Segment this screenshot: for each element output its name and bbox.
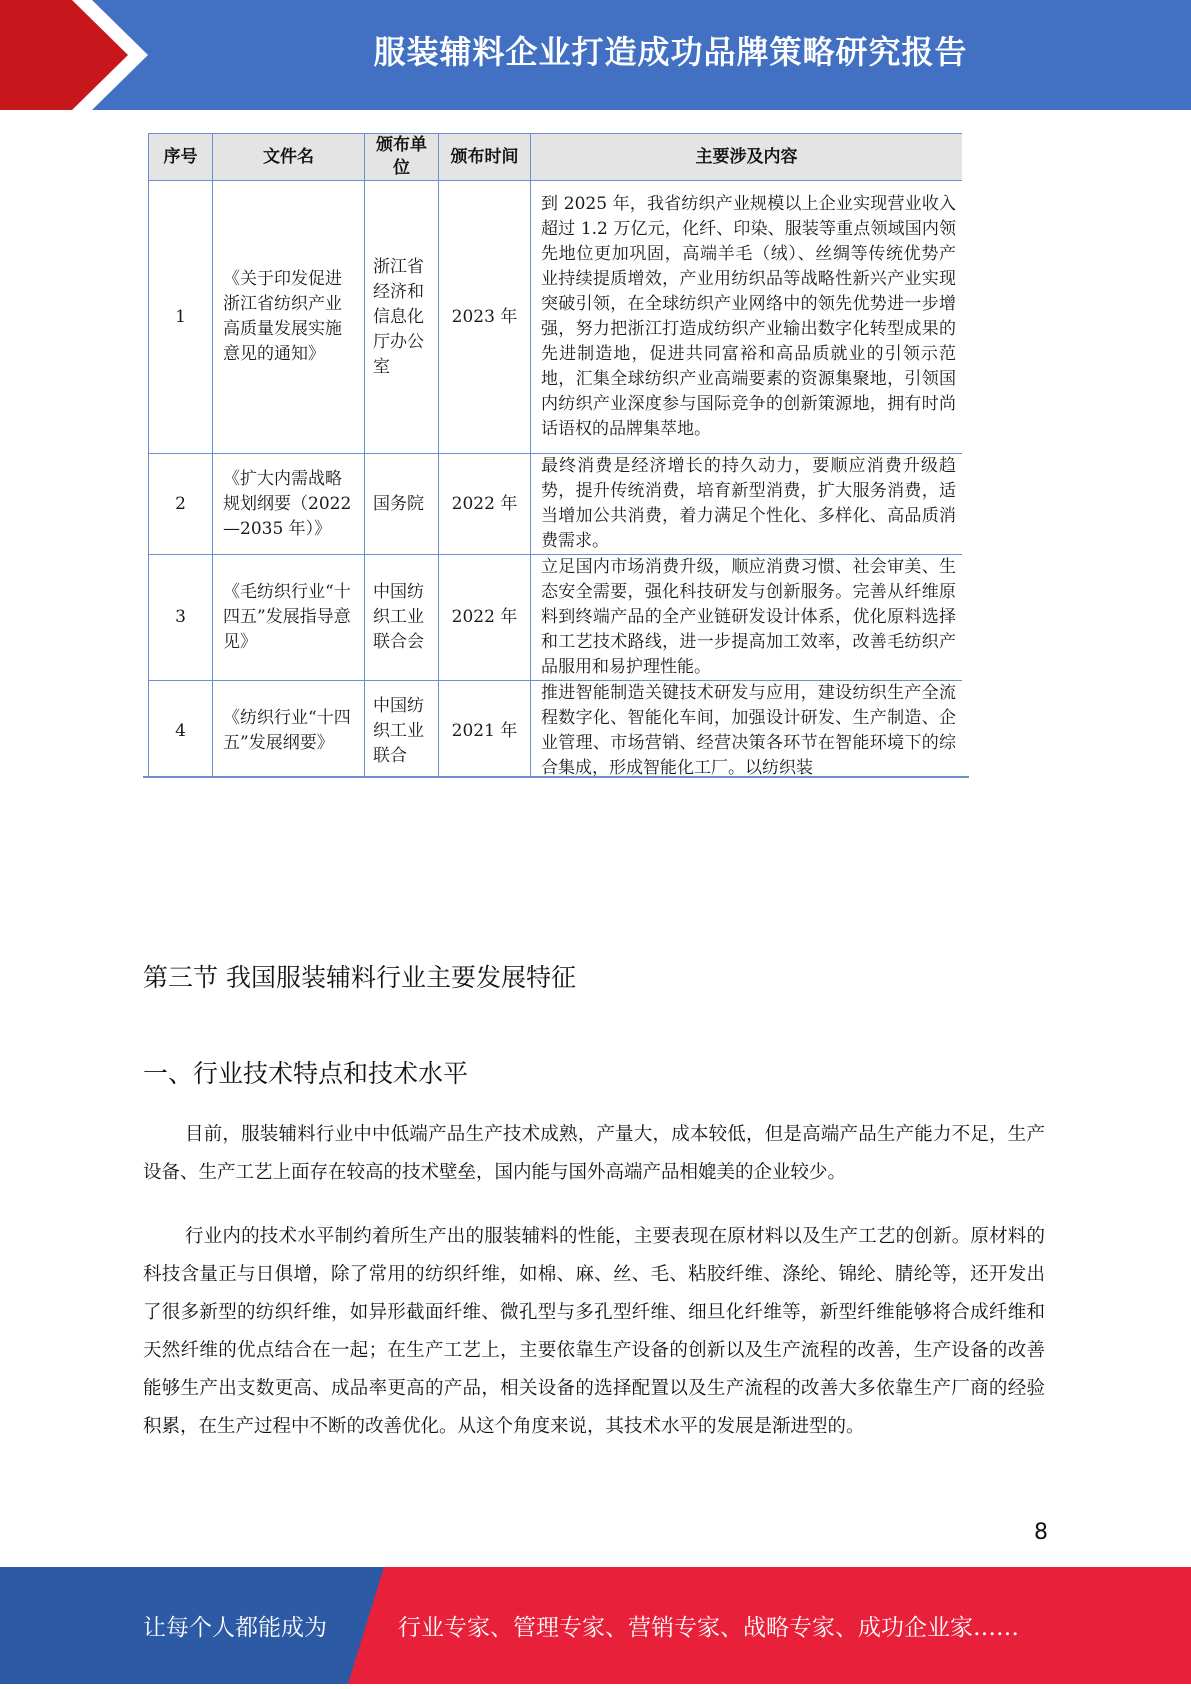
cell-time: 2021 年 — [439, 681, 531, 777]
footer-banner — [0, 1567, 1191, 1684]
cell-time: 2022 年 — [439, 555, 531, 681]
cell-name: 《纺织行业“十四五”发展纲要》 — [213, 681, 365, 777]
table-bottom-rule — [143, 776, 969, 778]
subsection-heading: 一、行业技术特点和技术水平 — [143, 1059, 469, 1088]
body-paragraph: 目前，服装辅料行业中中低端产品生产技术成熟，产量大，成本较低，但是高端产品生产能力不足，生产设备、生产工艺上面存在较高的技术壁垒，国内能与国外高端产品相媲美的企业较少。 — [143, 1124, 1045, 1183]
cell-content: 推进智能制造关键技术研发与应用，建设纺织生产全流程数字化、智能化车间，加强设计研发、生产制造、企业管理、市场营销、经营决策各环节在智能环境下的综合集成，形成智能化工厂。以纺织装 — [531, 681, 963, 777]
column-header-no: 序号 — [149, 134, 213, 181]
section-heading: 第三节 我国服装辅料行业主要发展特征 — [143, 963, 576, 992]
page-number: 8 — [1034, 1520, 1048, 1545]
footer-slogan-right: 行业专家、管理专家、营销专家、战略专家、成功企业家…… — [398, 1615, 1019, 1641]
cell-no: 1 — [149, 181, 213, 454]
column-header-name: 文件名 — [213, 134, 365, 181]
cell-no: 2 — [149, 454, 213, 555]
header-arrow-graphic — [0, 0, 160, 110]
cell-no: 3 — [149, 555, 213, 681]
table-row — [149, 454, 963, 555]
cell-name: 《毛纺织行业“十四五”发展指导意见》 — [213, 555, 365, 681]
cell-name: 《扩大内需战略规划纲要（2022—2035 年）》 — [213, 454, 365, 555]
policy-table-container — [148, 133, 962, 776]
column-header-content: 主要涉及内容 — [531, 134, 963, 181]
cell-no: 4 — [149, 681, 213, 777]
cell-unit: 浙江省经济和信息化厅办公室 — [365, 181, 439, 454]
column-header-time: 颁布时间 — [439, 134, 531, 181]
table-row — [149, 681, 963, 777]
table-row — [149, 555, 963, 681]
policy-table — [148, 133, 962, 776]
cell-content: 最终消费是经济增长的持久动力，要顺应消费升级趋势，提升传统消费，培育新型消费，扩大服务消费，适当增加公共消费，着力满足个性化、多样化、高品质消费需求。 — [531, 454, 963, 555]
cell-name: 《关于印发促进浙江省纺织产业高质量发展实施意见的通知》 — [213, 181, 365, 454]
cell-unit: 国务院 — [365, 454, 439, 555]
cell-time: 2022 年 — [439, 454, 531, 555]
cell-content: 到 2025 年，我省纺织产业规模以上企业实现营业收入超过 1.2 万亿元，化纤、印染、服装等重点领域国内领先地位更加巩固，高端羊毛（绒）、丝绸等传统优势产业持续提质增效，产业用纺织品等战略性新兴产业实现突破引领，在全球纺织产业网络中的领先优势进一步增强，努力把浙江打造成纺织产业输出数字化转型成果的先进制造地，促进共同富裕和高品质就业的引领示范地，汇集全球纺织产业高端要素的资源集聚地，引领国内纺织产业深度参与国际竞争的创新策源地，拥有时尚话语权的品牌集萃地。 — [531, 181, 963, 454]
cell-unit: 中国纺织工业联合会 — [365, 555, 439, 681]
cell-unit: 中国纺织工业联合 — [365, 681, 439, 777]
report-title: 服装辅料企业打造成功品牌策略研究报告 — [373, 33, 968, 71]
column-header-unit: 颁布单位 — [365, 134, 439, 181]
cell-time: 2023 年 — [439, 181, 531, 454]
cell-content: 立足国内市场消费升级，顺应消费习惯、社会审美、生态安全需要，强化科技研发与创新服务。完善从纤维原料到终端产品的全产业链研发设计体系，优化原料选择和工艺技术路线，进一步提高加工效率，改善毛纺织产品服用和易护理性能。 — [531, 555, 963, 681]
table-header-row — [149, 134, 963, 181]
body-paragraph: 行业内的技术水平制约着所生产出的服装辅料的性能，主要表现在原材料以及生产工艺的创新。原材料的科技含量正与日俱增，除了常用的纺织纤维，如棉、麻、丝、毛、粘胶纤维、涤纶、锦纶、腈纶等，还开发出了很多新型的纺织纤维，如异形截面纤维、微孔型与多孔型纤维、细旦化纤维等，新型纤维能够将合成纤维和天然纤维的优点结合在一起；在生产工艺上，主要依靠生产设备的创新以及生产流程的改善，生产设备的改善能够生产出支数更高、成品率更高的产品，相关设备的选择配置以及生产流程的改善大多依靠生产厂商的经验积累，在生产过程中不断的改善优化。从这个角度来说，其技术水平的发展是渐进型的。 — [143, 1226, 1045, 1437]
table-row — [149, 181, 963, 454]
footer-slogan-left: 让每个人都能成为 — [143, 1615, 327, 1641]
header-banner — [0, 0, 1191, 110]
